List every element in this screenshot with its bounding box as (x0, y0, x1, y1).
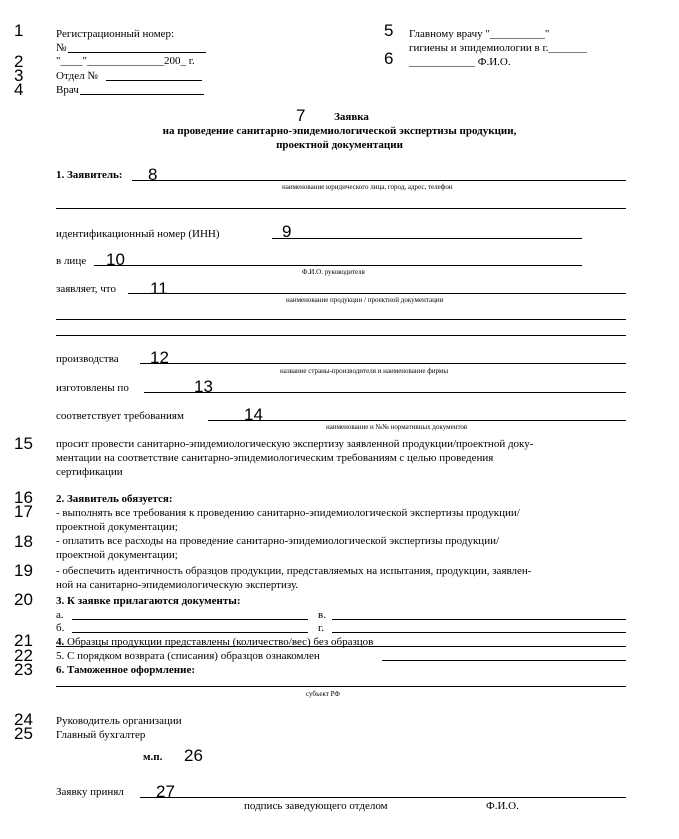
date-line: "____"______________200_ г. (56, 55, 195, 67)
doc-b-label: б. (56, 622, 65, 634)
marker-18: 18 (14, 532, 33, 551)
return-procedure-line[interactable] (382, 660, 626, 661)
marker-2: 2 (14, 52, 24, 71)
doc-a-line[interactable] (72, 619, 308, 620)
head-label: Руководитель организации (56, 715, 182, 727)
complies-label: соответствует требованиям (56, 410, 184, 422)
complies-line[interactable] (208, 420, 626, 421)
marker-5: 5 (384, 21, 394, 40)
obligation-3-line2: ной на санитарно-эпидемиологическую экспертизу. (56, 579, 299, 591)
complies-hint: наименование и №№ нормативных документов (326, 423, 468, 431)
obligation-3-line1: - обеспечить идентичность образцов продукции, представляемых на испытания, продукции, заявлен- (56, 565, 532, 577)
marker-27: 27 (156, 782, 175, 801)
inn-label: идентификационный номер (ИНН) (56, 228, 220, 240)
person-label: в лице (56, 255, 87, 267)
doc-b-line[interactable] (72, 632, 308, 633)
doc-v-label: в. (318, 609, 326, 621)
subject-hint: субъект РФ (306, 690, 340, 698)
title-line1: Заявка (334, 111, 369, 123)
obligation-2-line2: проектной документации; (56, 549, 178, 561)
declares-hint: наименование продукции / проектной документации (286, 296, 444, 304)
applicant-line[interactable] (132, 180, 626, 181)
marker-16: 16 (14, 488, 33, 507)
chief-fio-line: ____________ Ф.И.О. (409, 56, 511, 68)
marker-12: 12 (150, 348, 169, 367)
marker-26: 26 (184, 746, 203, 765)
doc-a-label: а. (56, 609, 64, 621)
declares-label: заявляет, что (56, 283, 116, 295)
obligation-1-line1: - выполнять все требования к проведению санитарно-эпидемиологической экспертизы продукции/ (56, 507, 520, 519)
return-procedure-label: 5. С порядком возврата (списания) образцов ознакомлен (56, 650, 320, 662)
inn-line[interactable] (272, 238, 582, 239)
applicant-label: 1. Заявитель: (56, 169, 123, 181)
applicant-line-2[interactable] (56, 208, 626, 209)
made-by-line[interactable] (144, 392, 626, 393)
fio-hint: Ф.И.О. (486, 800, 519, 812)
marker-7: 7 (296, 106, 306, 125)
applicant-hint: наименование юридического лица, город, адрес, телефон (282, 183, 453, 191)
doctor-label: Врач (56, 84, 79, 96)
reg-number-label: Регистрационный номер: (56, 28, 175, 40)
declares-line-2[interactable] (56, 319, 626, 320)
declares-line[interactable] (128, 293, 626, 294)
customs-line[interactable] (56, 686, 626, 687)
marker-13: 13 (194, 377, 213, 396)
marker-8: 8 (148, 165, 158, 184)
request-line2: ментации на соответствие санитарно-эпидемиологическим требованиям с целью проведения (56, 452, 494, 464)
production-line[interactable] (140, 363, 626, 364)
person-hint: Ф.И.О. руководителя (302, 268, 365, 276)
stamp-label: м.п. (143, 751, 163, 763)
chief-doctor-line2: гигиены и эпидемиологии в г._______ (409, 42, 588, 54)
marker-19: 19 (14, 561, 33, 580)
made-by-label: изготовлены по (56, 382, 129, 394)
title-line3: проектной документации (276, 139, 403, 151)
obligation-2-line1: - оплатить все расходы на проведение санитарно-эпидемиологической экспертизы продукции/ (56, 535, 500, 547)
doctor-line[interactable] (80, 94, 204, 95)
samples-number: 4. (56, 636, 65, 648)
doc-v-line[interactable] (332, 619, 626, 620)
person-line[interactable] (94, 265, 582, 266)
reg-no-line[interactable] (68, 52, 206, 53)
marker-9: 9 (282, 222, 292, 241)
marker-22: 22 (14, 646, 33, 665)
marker-4: 4 (14, 80, 24, 99)
marker-25: 25 (14, 724, 33, 743)
marker-15: 15 (14, 434, 33, 453)
title-line2: на проведение санитарно-эпидемиологической экспертизы продукции, (162, 125, 517, 137)
documents-title: 3. К заявке прилагаются документы: (56, 595, 241, 607)
sign-hint: подпись заведующего отделом (244, 800, 388, 812)
marker-17: 17 (14, 502, 33, 521)
accepted-line[interactable] (140, 797, 626, 798)
marker-24: 24 (14, 710, 33, 729)
accepted-label: Заявку принял (56, 786, 124, 798)
dept-label: Отдел № (56, 70, 98, 82)
marker-14: 14 (244, 405, 263, 424)
marker-23: 23 (14, 660, 33, 679)
marker-3: 3 (14, 66, 24, 85)
marker-6: 6 (384, 49, 394, 68)
marker-11: 11 (150, 279, 168, 298)
doc-g-label: г. (318, 622, 325, 634)
request-line3: сертификации (56, 466, 123, 478)
customs-label: 6. Таможенное оформление: (56, 664, 195, 676)
production-hint: название страны-производителя и наименование фирмы (280, 367, 449, 375)
marker-21: 21 (14, 631, 33, 650)
accountant-label: Главный бухгалтер (56, 729, 146, 741)
samples-text: Образцы продукции представлены (количество/вес) без образцов (67, 636, 374, 648)
marker-1: 1 (14, 21, 24, 40)
marker-10: 10 (106, 250, 125, 269)
reg-no-label: № (56, 42, 67, 54)
dept-line[interactable] (106, 80, 202, 81)
declares-line-3[interactable] (56, 335, 626, 336)
doc-g-line[interactable] (332, 632, 626, 633)
samples-line[interactable] (56, 646, 626, 647)
obligation-1-line2: проектной документации; (56, 521, 178, 533)
request-line1: просит провести санитарно-эпидемиологическую экспертизу заявленной продукции/проектной доку- (56, 438, 534, 450)
marker-20: 20 (14, 590, 33, 609)
production-label: производства (56, 353, 119, 365)
chief-doctor-line1: Главному врачу "__________" (409, 28, 550, 40)
obligations-title: 2. Заявитель обязуется: (56, 493, 173, 505)
